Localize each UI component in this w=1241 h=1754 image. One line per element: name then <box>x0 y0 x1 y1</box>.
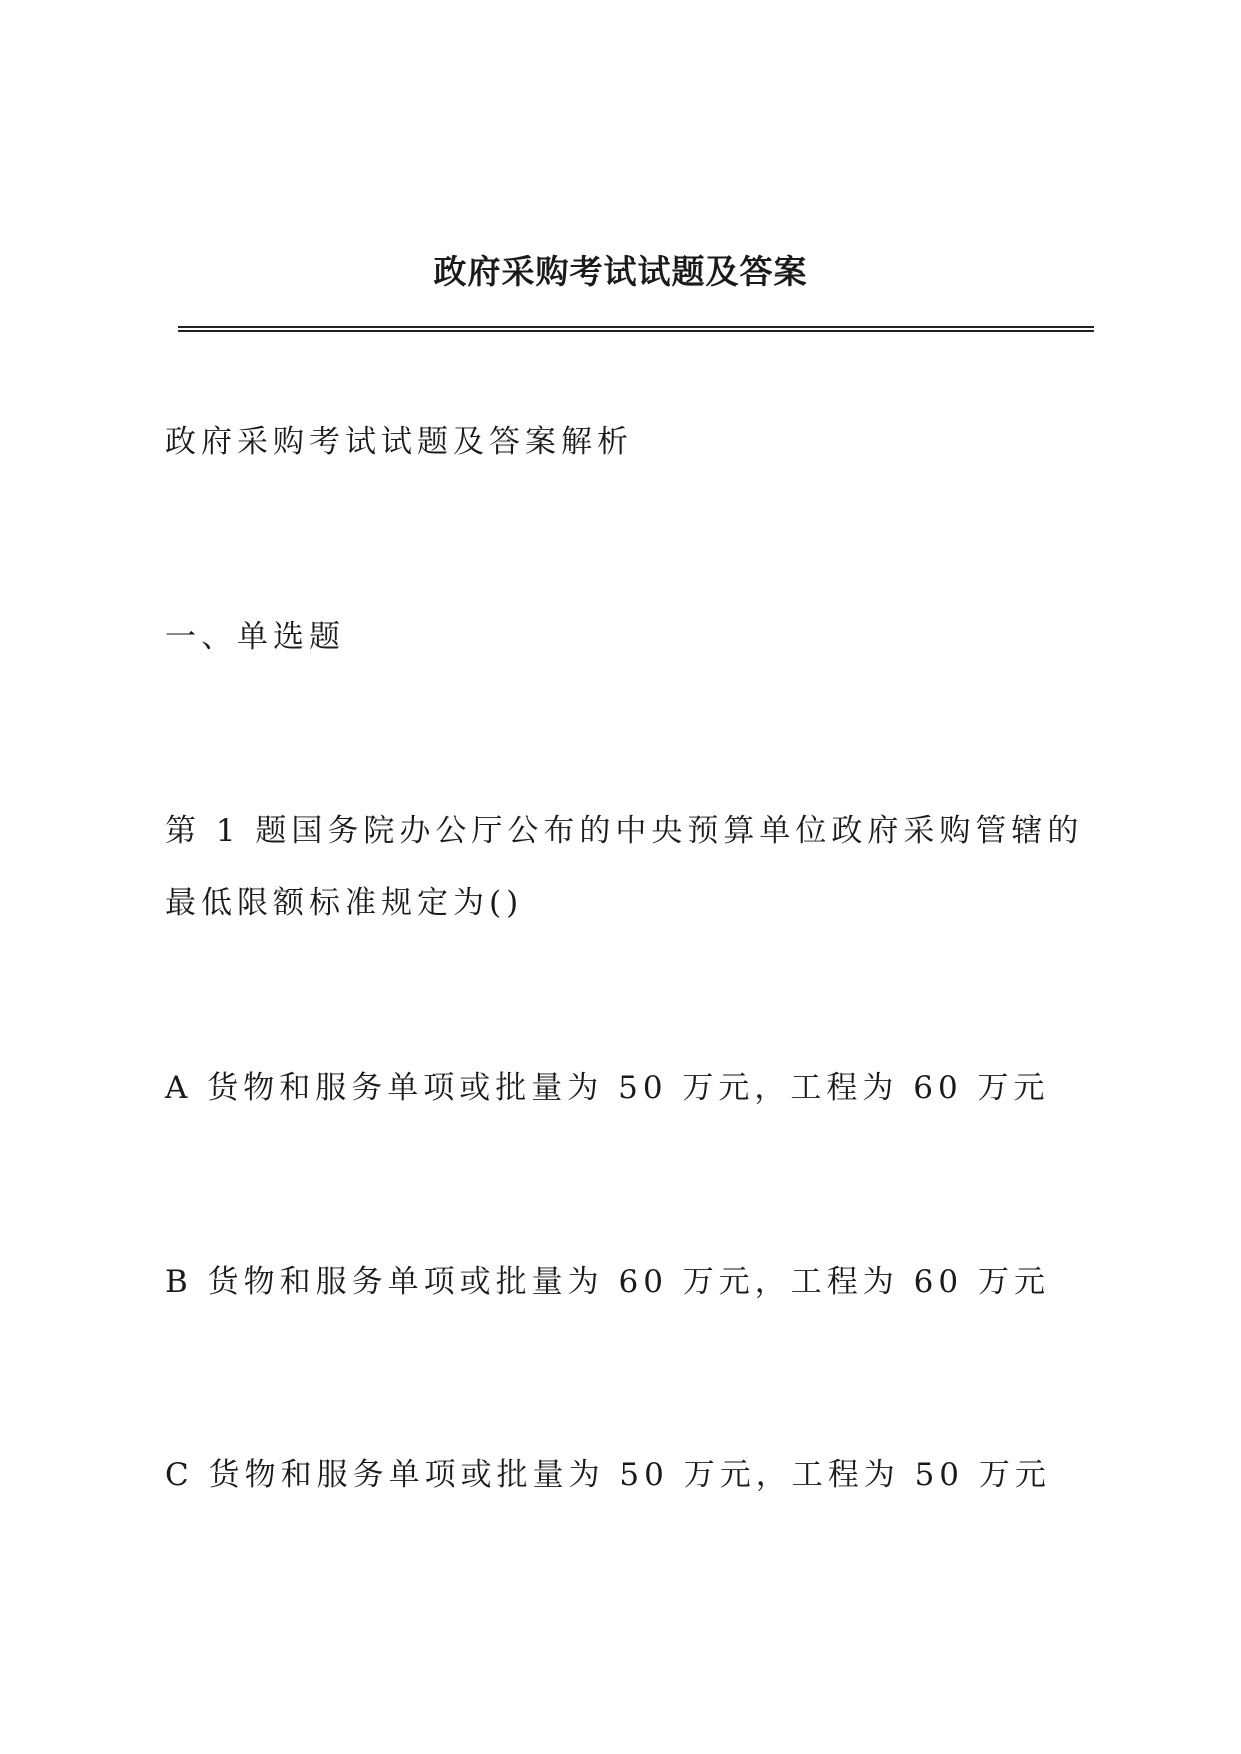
option-b: B 货物和服务单项或批量为 60 万元，工程为 60 万元 <box>165 1264 1050 1300</box>
subtitle-paragraph: 政府采购考试试题及答案解析 <box>165 424 633 460</box>
title-double-rule <box>178 326 1094 332</box>
option-c: C 货物和服务单项或批量为 50 万元，工程为 50 万元 <box>165 1457 1051 1493</box>
section-heading: 一、单选题 <box>165 619 345 655</box>
question-1-text: 第 1 题国务院办公厅公布的中央预算单位政府采购管辖的最低限额标准规定为() <box>165 813 1084 921</box>
option-a: A 货物和服务单项或批量为 50 万元，工程为 60 万元 <box>165 1070 1050 1106</box>
document-title: 政府采购考试试题及答案 <box>433 252 808 291</box>
